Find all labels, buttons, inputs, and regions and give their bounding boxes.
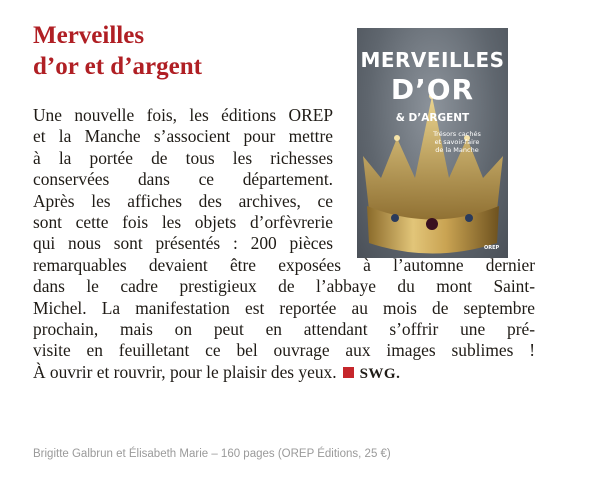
body-line: à la portée de tous les richesses: [33, 147, 333, 168]
body-line: dans le cadre prestigieux de l’abbaye du mont Saint-: [33, 276, 535, 297]
body-line: sont cette fois les objets d’orfèvrerie: [33, 212, 333, 233]
body-line: remarquables devaient être exposées à l’automne dernier: [33, 254, 535, 275]
body-line: qui nous sont présentés : 200 pièces: [33, 233, 333, 254]
red-square-icon: [343, 367, 354, 378]
cover-title-line-2: D’OR: [390, 73, 475, 106]
cover-publisher-logo: OREP: [484, 245, 500, 251]
body-last-line: [33, 362, 535, 385]
cover-subtitle-line: de la Manche: [435, 146, 479, 154]
author-signature: SWG.: [359, 365, 401, 382]
book-credit: Brigitte Galbrun et Élisabeth Marie – 160 pages (OREP Éditions, 25 €): [33, 448, 391, 460]
cover-title-line-3: & D’ARGENT: [395, 112, 470, 124]
cover-subtitle-line: Trésors cachés: [433, 130, 481, 138]
body-line: Michel. La manifestation est reportée au mois de septembre: [33, 297, 535, 318]
body-line: Une nouvelle fois, les éditions OREP: [33, 105, 333, 125]
cover-subtitle-line: et savoir-faire: [434, 138, 480, 146]
body-line: À ouvrir et rouvrir, pour le plaisir des yeux.: [33, 361, 337, 382]
body-line: conservées dans ce département.: [33, 169, 333, 190]
article-title: [33, 20, 202, 82]
article-body: [33, 105, 535, 385]
cover-title-line-1: MERVEILLES: [360, 48, 505, 72]
body-line: visite en feuilletant ce bel ouvrage aux images sublimes !: [33, 340, 535, 361]
body-line: prochain, mais on peut en attendant s’offrir une pré-: [33, 319, 535, 340]
article-title-line-1: Merveilles: [33, 22, 145, 49]
body-line: Après les affiches des archives, ce: [33, 190, 333, 211]
article-title-line-2: d’or et d’argent: [33, 53, 202, 80]
body-line: et la Manche s’associent pour mettre: [33, 126, 333, 147]
